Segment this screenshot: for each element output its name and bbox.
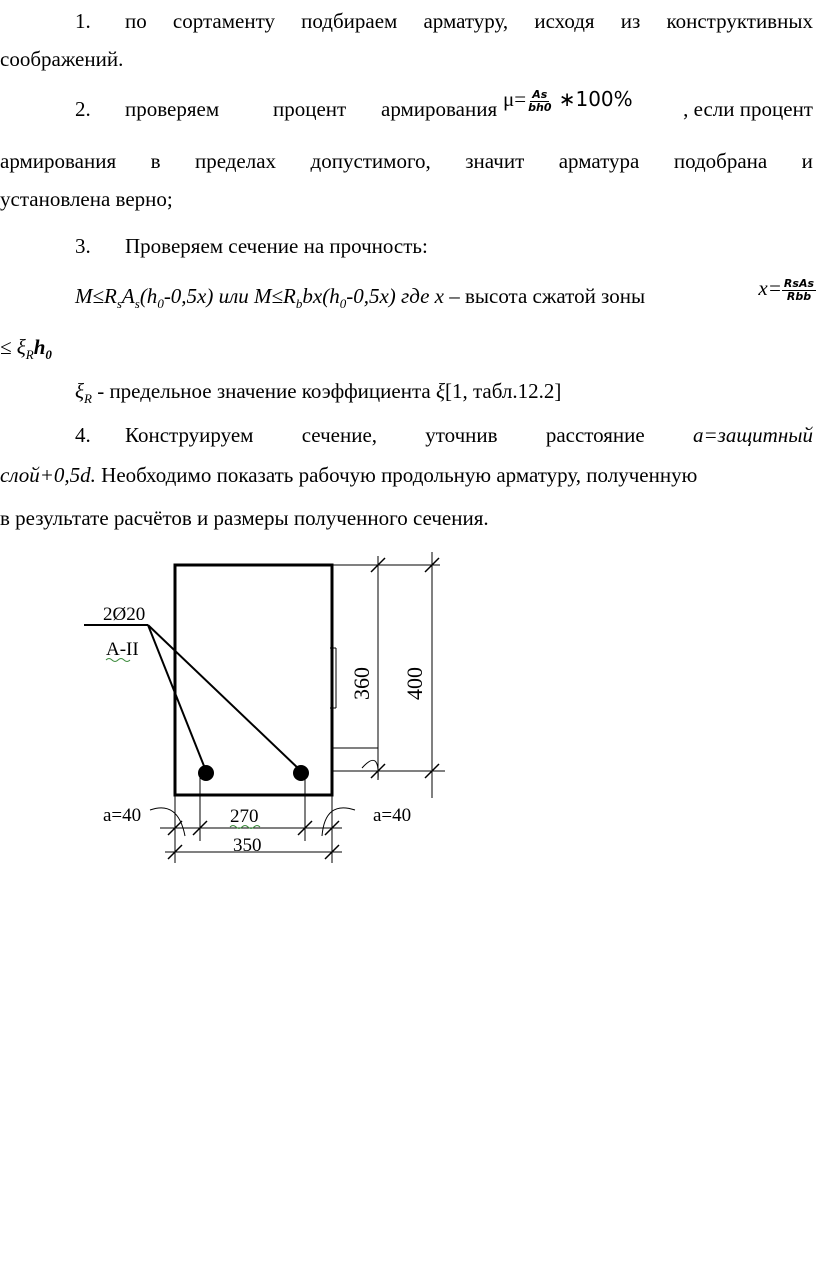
- p5-number: 4.: [75, 423, 91, 447]
- cover-label-right: a=40: [373, 805, 412, 826]
- rebar-label: 2Ø20: [103, 604, 146, 625]
- p2-word: проверяем: [125, 97, 220, 121]
- p1-number: 1.: [75, 9, 91, 33]
- strength-check-formula: $M\le R_sA_s(h_0-0,5x)$ или $M\le R_bbx(h_0-0,5x)$ где x – высота сжатой зоны x= $\frac{\text{RsAs}}{\text{Rbb}}$: [75, 276, 814, 312]
- rebar-dot: [293, 765, 309, 781]
- steel-class-label: A-II: [106, 639, 139, 660]
- compressed-zone-desc: высота сжатой зоны: [464, 284, 646, 308]
- p2-line3: установлена верно;: [0, 187, 173, 211]
- p2-word: процент: [273, 97, 347, 121]
- cover-label-left: a=40: [103, 805, 142, 826]
- xi-definition: $\xi_R$ - предельное значение коэффициента ξ[1, табл.12.2]: [75, 379, 562, 407]
- p1-word: из: [620, 9, 641, 33]
- p3-line1: [75, 233, 428, 259]
- p1-word: исходя: [534, 9, 595, 33]
- beam-cross-section-drawing: [0, 548, 816, 888]
- dim-label-400: 400: [402, 667, 427, 700]
- dim-label-360: 360: [349, 667, 374, 700]
- p2-line2: армирования в пределах допустимого, значит арматура подобрана и: [0, 149, 813, 173]
- p2-number: 2.: [75, 97, 91, 121]
- leader-line: [148, 625, 206, 771]
- x-formula: x= $\frac{\text{RsAs}}{\text{Rbb}}$: [758, 276, 814, 303]
- dim-label-270: 270: [230, 806, 259, 827]
- p1-word: сортаменту: [172, 9, 275, 33]
- dim-label-350: 350: [233, 835, 262, 856]
- p2-tail: , если процент: [683, 97, 813, 121]
- p5-line2: слой+0,5d. Необходимо показать рабочую продольную арматуру, полученную: [0, 463, 698, 487]
- p3-number: 3.: [75, 234, 91, 258]
- p1-word: конструктивных: [666, 9, 813, 33]
- rebar-dot: [198, 765, 214, 781]
- reinforcement-percent-formula: μ= $\frac{As}{bh0}$ ∗100%: [503, 87, 633, 114]
- formula-fraction: $\frac{As}{bh0}$: [528, 87, 552, 114]
- section-outline: [175, 565, 332, 795]
- xi-condition: ≤ $\xi_Rh_0$: [0, 335, 52, 363]
- p5-line3: в результате расчётов и размеры полученного сечения.: [0, 506, 489, 530]
- leader-line: [148, 625, 301, 771]
- p2-word: армирования: [381, 97, 498, 121]
- p1-word: по: [125, 9, 147, 33]
- p3-heading: Проверяем сечение на прочность:: [125, 234, 428, 258]
- p1-word: арматуру,: [423, 9, 509, 33]
- p1-line2: соображений.: [0, 47, 124, 71]
- p1-word: подбираем: [301, 9, 398, 33]
